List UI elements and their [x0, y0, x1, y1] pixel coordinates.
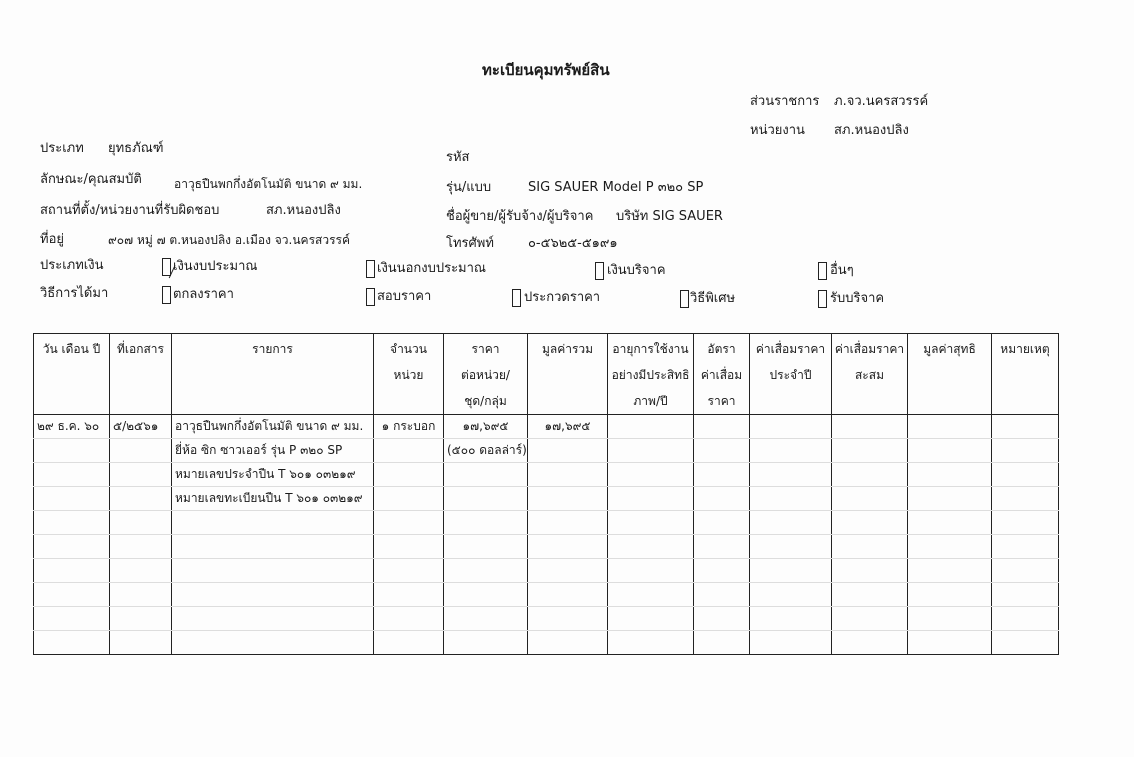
table-cell — [832, 511, 908, 535]
table-cell — [750, 463, 832, 487]
column-header-line: ชุด/กลุ่ม — [464, 394, 507, 408]
money-type-budget-label: เงินงบประมาณ — [173, 259, 258, 274]
asset-register-table — [33, 333, 1059, 655]
column-header-line: มูลค่าสุทธิ — [923, 342, 976, 356]
column-header — [992, 334, 1059, 415]
table-cell — [908, 535, 992, 559]
type-label: ประเภท — [40, 141, 84, 156]
table-cell — [908, 583, 992, 607]
table-cell: ๕/๒๕๖๑ — [110, 415, 172, 439]
table-cell — [694, 607, 750, 631]
table-cell — [908, 415, 992, 439]
table-cell — [34, 559, 110, 583]
column-header-line: มูลค่ารวม — [541, 342, 594, 356]
table-cell: (๕๐๐ ดอลล่าร์) — [444, 439, 528, 463]
column-header — [832, 334, 908, 415]
column-header-line: ประจำปี — [769, 368, 812, 382]
column-header — [694, 334, 750, 415]
acquire-bidding-label: ประกวดราคา — [524, 290, 601, 305]
table-cell — [908, 439, 992, 463]
table-cell — [992, 511, 1059, 535]
table-row — [34, 631, 1059, 655]
address-label: ที่อยู่ — [40, 232, 64, 247]
table-cell — [750, 583, 832, 607]
table-cell — [374, 439, 444, 463]
table-cell — [608, 463, 694, 487]
table-cell — [694, 535, 750, 559]
table-cell — [694, 631, 750, 655]
table-cell — [444, 631, 528, 655]
acquire-price-inquiry-checkbox[interactable] — [366, 288, 375, 306]
table-row — [34, 607, 1059, 631]
table-cell — [608, 583, 694, 607]
table-cell — [608, 439, 694, 463]
table-cell — [374, 535, 444, 559]
table-cell — [34, 583, 110, 607]
money-type-nonbudget-label: เงินนอกงบประมาณ — [377, 261, 486, 276]
column-header-line: ภาพ/ปี — [633, 394, 668, 408]
acquire-donation-checkbox[interactable] — [818, 290, 827, 308]
model-value: SIG SAUER Model P ๓๒๐ SP — [528, 180, 704, 195]
table-cell — [832, 535, 908, 559]
column-header-line: ราคา — [707, 394, 736, 408]
table-cell — [34, 487, 110, 511]
table-cell — [608, 559, 694, 583]
table-cell — [750, 487, 832, 511]
table-cell: ยี่ห้อ ซิก ซาวเออร์ รุ่น P ๓๒๐ SP — [172, 439, 374, 463]
table-cell — [110, 487, 172, 511]
table-cell — [374, 559, 444, 583]
table-row — [34, 511, 1059, 535]
table-cell — [374, 631, 444, 655]
table-row — [34, 463, 1059, 487]
column-header-line: ต่อหน่วย/ — [461, 368, 510, 382]
column-header — [444, 334, 528, 415]
column-header — [528, 334, 608, 415]
table-row — [34, 583, 1059, 607]
table-cell — [110, 463, 172, 487]
table-cell — [172, 631, 374, 655]
table-cell — [444, 535, 528, 559]
table-cell — [172, 607, 374, 631]
table-cell — [832, 463, 908, 487]
table-cell — [832, 607, 908, 631]
table-cell — [608, 487, 694, 511]
table-row — [34, 559, 1059, 583]
table-cell — [110, 439, 172, 463]
agency-value: ภ.จว.นครสวรรค์ — [834, 94, 929, 109]
table-row — [34, 535, 1059, 559]
column-header-line: ที่เอกสาร — [117, 342, 164, 356]
table-cell — [832, 559, 908, 583]
table-cell — [34, 463, 110, 487]
column-header — [374, 334, 444, 415]
column-header-line: อย่างมีประสิทธิ — [611, 368, 690, 382]
table-cell — [832, 487, 908, 511]
table-cell — [992, 535, 1059, 559]
acquire-special-label: วิธีพิเศษ — [690, 291, 736, 306]
table-cell — [694, 583, 750, 607]
table-cell: ๑๗,๖๙๕ — [444, 415, 528, 439]
table-cell — [694, 487, 750, 511]
table-cell — [374, 607, 444, 631]
table-cell — [528, 583, 608, 607]
table-cell — [444, 559, 528, 583]
table-cell: หมายเลขประจำปืน T ๖๐๑ ๐๓๒๑๙ — [172, 463, 374, 487]
table-cell — [608, 607, 694, 631]
table-cell: ๒๙ ธ.ค. ๖๐ — [34, 415, 110, 439]
table-cell — [992, 415, 1059, 439]
acquire-bidding-checkbox[interactable] — [512, 289, 521, 307]
money-type-donation-checkbox[interactable] — [595, 262, 604, 280]
acquire-agreed-price-label: ตกลงราคา — [173, 287, 234, 302]
table-cell — [608, 415, 694, 439]
column-header-line: ค่าเสื่อม — [700, 368, 743, 382]
seller-value: บริษัท SIG SAUER — [616, 209, 723, 224]
table-cell — [172, 559, 374, 583]
address-value: ๙๐๗ หมู่ ๗ ต.หนองปลิง อ.เมือง จว.นครสวรรค์ — [108, 233, 351, 247]
acquire-donation-label: รับบริจาค — [830, 291, 885, 306]
money-type-budget-checkbox[interactable] — [162, 258, 171, 276]
type-value: ยุทธภัณฑ์ — [108, 141, 164, 156]
table-cell: ๑๗,๖๙๕ — [528, 415, 608, 439]
table-cell — [608, 535, 694, 559]
money-type-label: ประเภทเงิน — [40, 258, 104, 273]
table-cell — [110, 607, 172, 631]
table-cell — [694, 439, 750, 463]
table-cell — [750, 631, 832, 655]
table-cell — [444, 487, 528, 511]
agency-label: ส่วนราชการ — [750, 94, 820, 109]
table-cell — [694, 463, 750, 487]
table-cell — [34, 439, 110, 463]
location-value: สภ.หนองปลิง — [266, 203, 341, 218]
table-cell — [528, 535, 608, 559]
table-cell — [172, 583, 374, 607]
table-cell — [694, 415, 750, 439]
acquire-price-inquiry-label: สอบราคา — [377, 289, 432, 304]
page-title: ทะเบียนคุมทรัพย์สิน — [482, 61, 610, 79]
table-cell — [528, 463, 608, 487]
column-header-line: ค่าเสื่อมราคา — [834, 342, 905, 356]
table-cell — [34, 535, 110, 559]
money-type-other-checkbox[interactable] — [818, 262, 827, 280]
table-cell — [34, 631, 110, 655]
column-header — [608, 334, 694, 415]
money-type-nonbudget-checkbox[interactable] — [366, 260, 375, 278]
table-cell — [528, 559, 608, 583]
table-cell — [172, 511, 374, 535]
acquire-agreed-price-checkbox[interactable] — [162, 286, 171, 304]
table-header-row — [34, 334, 1059, 415]
table-row — [34, 439, 1059, 463]
table-cell — [992, 463, 1059, 487]
table-cell — [908, 607, 992, 631]
table-cell — [608, 631, 694, 655]
table-cell — [832, 631, 908, 655]
unit-value: สภ.หนองปลิง — [834, 123, 909, 138]
table-cell — [528, 607, 608, 631]
unit-label: หน่วยงาน — [750, 123, 805, 138]
table-cell — [908, 487, 992, 511]
table-cell — [110, 583, 172, 607]
column-header-line: หมายเหตุ — [1000, 342, 1050, 356]
table-cell — [34, 511, 110, 535]
table-cell — [750, 439, 832, 463]
column-header-line: รายการ — [252, 342, 293, 356]
column-header-line: อายุการใช้งาน — [612, 342, 689, 356]
model-label: รุ่น/แบบ — [446, 180, 492, 195]
money-type-other-label: อื่นๆ — [830, 263, 854, 278]
table-cell — [694, 511, 750, 535]
table-cell — [750, 415, 832, 439]
table-cell — [992, 487, 1059, 511]
table-cell — [528, 487, 608, 511]
table-cell — [832, 439, 908, 463]
table-cell — [832, 415, 908, 439]
column-header-line: วัน เดือน ปี — [42, 342, 101, 356]
table-cell — [908, 511, 992, 535]
table-cell — [608, 511, 694, 535]
table-cell — [992, 583, 1059, 607]
column-header-line: หน่วย — [393, 368, 424, 382]
seller-label: ชื่อผู้ขาย/ผู้รับจ้าง/ผู้บริจาค — [446, 209, 594, 224]
column-header — [172, 334, 374, 415]
table-cell — [444, 607, 528, 631]
feature-value: อาวุธปืนพกกึ่งอัตโนมัติ ขนาด ๙ มม. — [174, 177, 363, 191]
column-header-line: สะสม — [854, 368, 884, 382]
table-cell — [832, 583, 908, 607]
table-cell — [374, 511, 444, 535]
phone-value: ๐-๕๖๒๕-๕๑๙๑ — [528, 236, 618, 251]
table-cell — [528, 439, 608, 463]
code-label: รหัส — [446, 150, 470, 165]
phone-label: โทรศัพท์ — [446, 236, 494, 251]
table-cell — [750, 559, 832, 583]
table-cell — [374, 463, 444, 487]
table-cell — [908, 559, 992, 583]
table-row — [34, 415, 1059, 439]
acquire-label: วิธีการได้มา — [40, 286, 109, 301]
table-cell — [750, 511, 832, 535]
table-cell — [694, 559, 750, 583]
column-header — [110, 334, 172, 415]
column-header-line: ค่าเสื่อมราคา — [755, 342, 826, 356]
column-header — [908, 334, 992, 415]
column-header — [750, 334, 832, 415]
table-cell — [374, 583, 444, 607]
table-cell — [172, 535, 374, 559]
column-header-line: จำนวน — [390, 342, 427, 356]
table-cell — [444, 511, 528, 535]
table-cell — [750, 607, 832, 631]
table-cell — [528, 511, 608, 535]
table-cell — [110, 559, 172, 583]
table-cell — [992, 559, 1059, 583]
table-cell — [110, 511, 172, 535]
table-cell: หมายเลขทะเบียนปืน T ๖๐๑ ๐๓๒๑๙ — [172, 487, 374, 511]
table-cell — [34, 607, 110, 631]
table-cell — [444, 463, 528, 487]
column-header-line: ราคา — [471, 342, 500, 356]
money-type-donation-label: เงินบริจาค — [607, 263, 666, 278]
table-cell — [992, 631, 1059, 655]
location-label: สถานที่ตั้ง/หน่วยงานที่รับผิดชอบ — [40, 203, 220, 218]
table-cell — [110, 631, 172, 655]
column-header-line: อัตรา — [707, 342, 736, 356]
table-body — [34, 415, 1059, 655]
column-header — [34, 334, 110, 415]
feature-label: ลักษณะ/คุณสมบัติ — [40, 172, 142, 187]
table-cell — [110, 535, 172, 559]
acquire-special-checkbox[interactable] — [680, 290, 689, 308]
table-cell: ๑ กระบอก — [374, 415, 444, 439]
table-cell — [374, 487, 444, 511]
table-cell — [992, 439, 1059, 463]
table-cell — [750, 535, 832, 559]
table-cell — [908, 631, 992, 655]
table-cell — [908, 463, 992, 487]
table-cell — [528, 631, 608, 655]
table-cell: อาวุธปืนพกกึ่งอัตโนมัติ ขนาด ๙ มม. — [172, 415, 374, 439]
table-cell — [992, 607, 1059, 631]
table-row — [34, 487, 1059, 511]
table-cell — [444, 583, 528, 607]
